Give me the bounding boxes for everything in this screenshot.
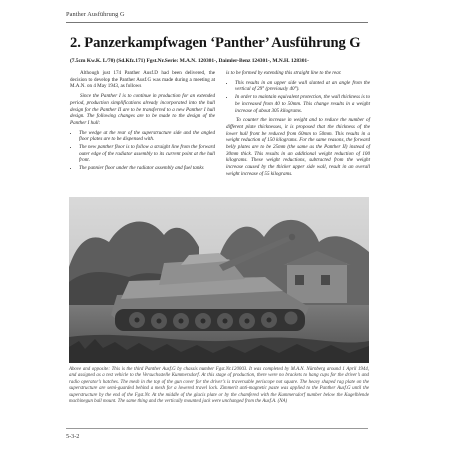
quote-paragraph: Since the Panther I is to continue in production for an extended period, production simplifications already incorporated into the hull design for the Panther II are to be transferred to a new Panther I hull design. The following changes are to be made to the design of the Panther I hull: — [70, 93, 215, 126]
list-item: • This results in an upper side wall slanted at an angle from the vertical of 29° (previously 40°). — [235, 80, 370, 93]
change-list-continued — [226, 80, 370, 115]
text-column-right — [226, 70, 370, 181]
change-list — [70, 130, 215, 172]
list-item: • In order to maintain equivalent protection, the wall thickness is to be increased from 40 to 50mm. This change results in a weight increase of about 305 kilograms. — [235, 94, 370, 114]
text-column-left — [70, 70, 215, 175]
panther-tank-photo — [69, 197, 369, 363]
footer-rule — [66, 428, 368, 429]
weight-paragraph: To counter the increase in weight and to reduce the number of different plate thicknesses, it is proposed that the thickness of the lower hull front be reduced from 60mm to 50mm. This results in a weight reduction of 150 kilograms. For the same reasons, the forward belly plates are to be 25mm (the same as the Panther II) instead of 30mm thick. This results in an additional weight reduction of 100 kilograms. These weight reductions, subtracted from the weight increase caused by the thicker upper side wall, result in an overall weight increase of 55 kilograms. — [226, 117, 370, 177]
list-item: • The pannier floor under the radiator assembly and fuel tanks — [79, 165, 215, 172]
page-title: 2. Panzerkampfwagen ‘Panther’ Ausführung G — [70, 35, 361, 51]
page-number: 5-3-2 — [66, 433, 80, 440]
photo-caption: Above and opposite: This is the third Panther Ausf.G by chassis number Fgst.Nr.120003. It was completed by M.A.N. Nürnberg around 1 April 1944, and assigned as a test vehicle to the Versuchsstelle Kummersdorf. At this stage of production, there were no brackets to hang cups for the driver’s and radio operator’s hatches. The mesh in the top of the gun cover for the driver’s is traversable periscope not square. The heavy shaped rag plate on the superstructure are semi-guarded behind a mesh for a lowered travel lock. Zimmerit anti-magnetic paste was applied to the Panther Ausf.G until the superstructure by the end of the Fgst.Nr. At the middle of the glacis plate or by the chamfered with the Kummersdorf number below the Kugelblende machinegun ball mount. The same thing and the vertically mounted jack were unchanged from the Ausf.A. (NA) — [69, 367, 369, 405]
page-subtitle: (7.5cm Kw.K. L/70) (Sd.Kfz.171) Fgst.Nr.Serie: M.A.N. 120301-, Daimler-Benz 124301-, M.N.H. 128301- — [70, 58, 309, 64]
list-item: • The wedge at the rear of the superstructure side and the angled floor plates are to be dispensed with. — [79, 130, 215, 143]
list-item: • The new panther floor is to follow a straight line from the forward outer edge of the radiator assembly to its current point at the hull front. — [79, 144, 215, 164]
header-rule — [66, 22, 368, 23]
running-head: Panther Ausführung G — [66, 11, 125, 18]
intro-paragraph: Although just 174 Panther Ausf.D had been delivered, the decision to develop the Panther Ausf.G was made during a meeting at M.A.N. on 4 May 1943, as follows — [70, 70, 215, 90]
continuation-paragraph: is to be formed by extending this straight line to the rear. — [226, 70, 342, 76]
